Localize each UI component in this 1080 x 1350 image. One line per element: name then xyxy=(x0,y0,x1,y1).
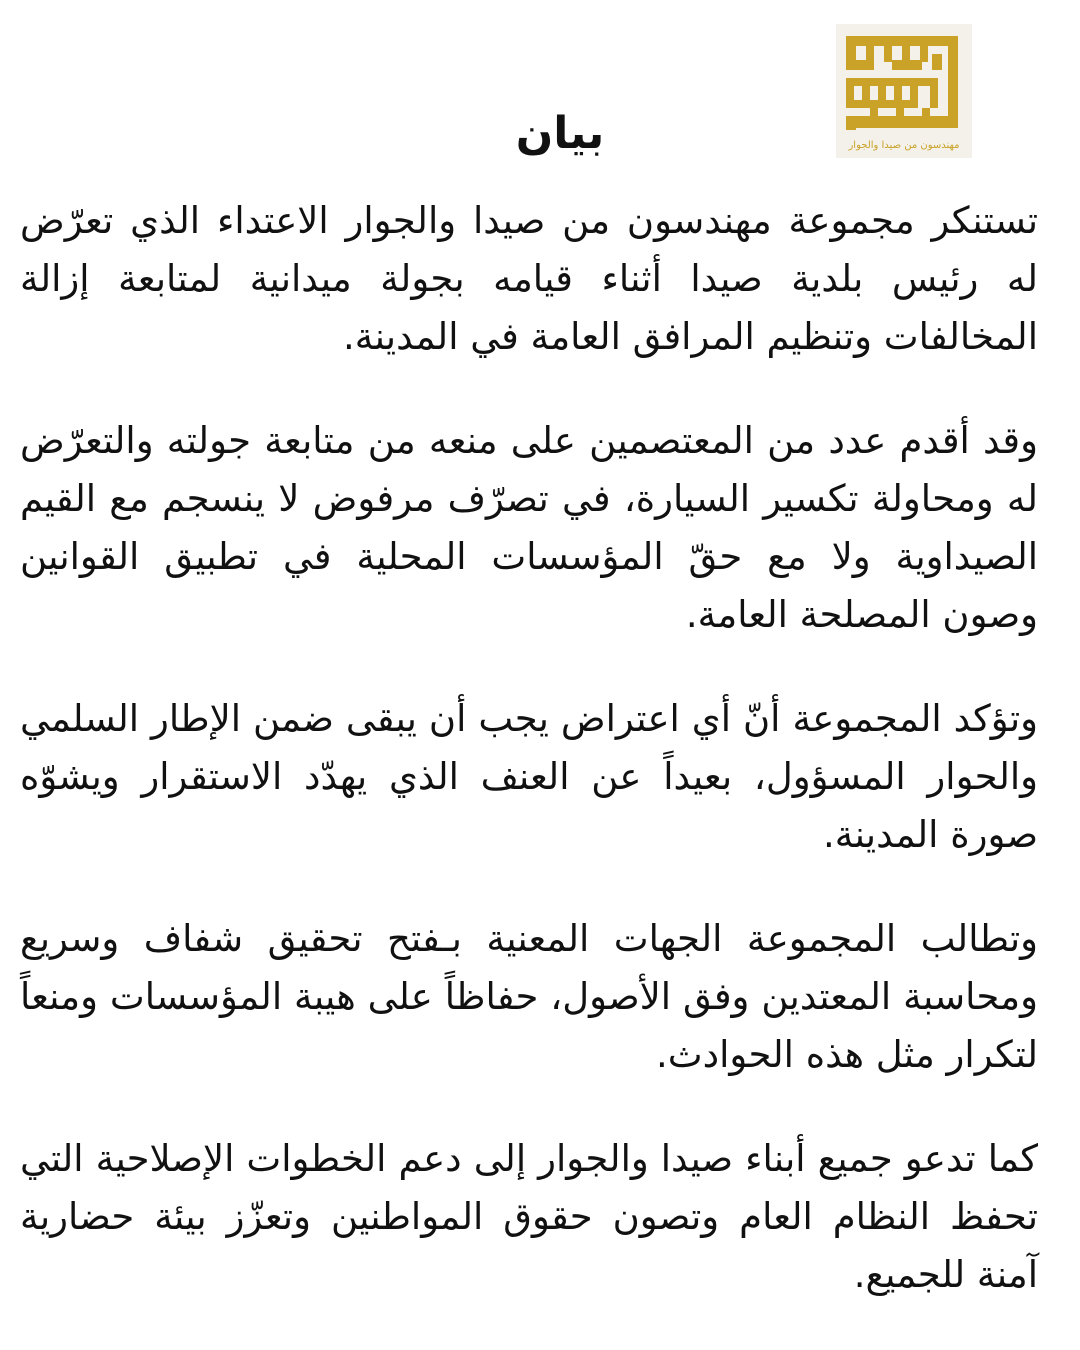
paragraph: وتؤكد المجموعة أنّ أي اعتراض يجب أن يبقى ضمن الإطار السلمي والحوار المسؤول، بعيداً عن العنف الذي يهدّد الاستقرار ويشوّه صورة المدينة. xyxy=(20,697,1038,856)
statement-body xyxy=(20,192,1038,1350)
logo-caption: مهندسون من صيدا والجوار xyxy=(848,140,960,151)
paragraph: تستنكر مجموعة مهندسون من صيدا والجوار الاعتداء الذي تعرّض له رئيس بلدية صيدا أثناء قيامه بجولة ميدانية لمتابعة إزالة المخالفات وتنظيم المرافق العامة في المدينة. xyxy=(20,199,1038,358)
page-title: بيان xyxy=(515,108,605,159)
paragraph: وقد أقدم عدد من المعتصمين على منعه من متابعة جولته والتعرّض له ومحاولة تكسير السيارة، في تصرّف مرفوض لا ينسجم مع القيم الصيداوية ولا مع حقّ المؤسسات المحلية في تطبيق القوانين وصون المصلحة العامة. xyxy=(20,419,1038,636)
paragraph: وتطالب المجموعة الجهات المعنية بـفتح تحقيق شفاف وسريع ومحاسبة المعتدين وفق الأصول، حفاظاً على هيبة المؤسسات ومنعاً لتكرار مثل هذه الحوادث. xyxy=(20,917,1038,1076)
paragraph: كما تدعو جميع أبناء صيدا والجوار إلى دعم الخطوات الإصلاحية التي تحفظ النظام العام وتصون حقوق المواطنين وتعزّز بيئة حضارية آمنة للجميع. xyxy=(20,1137,1038,1296)
